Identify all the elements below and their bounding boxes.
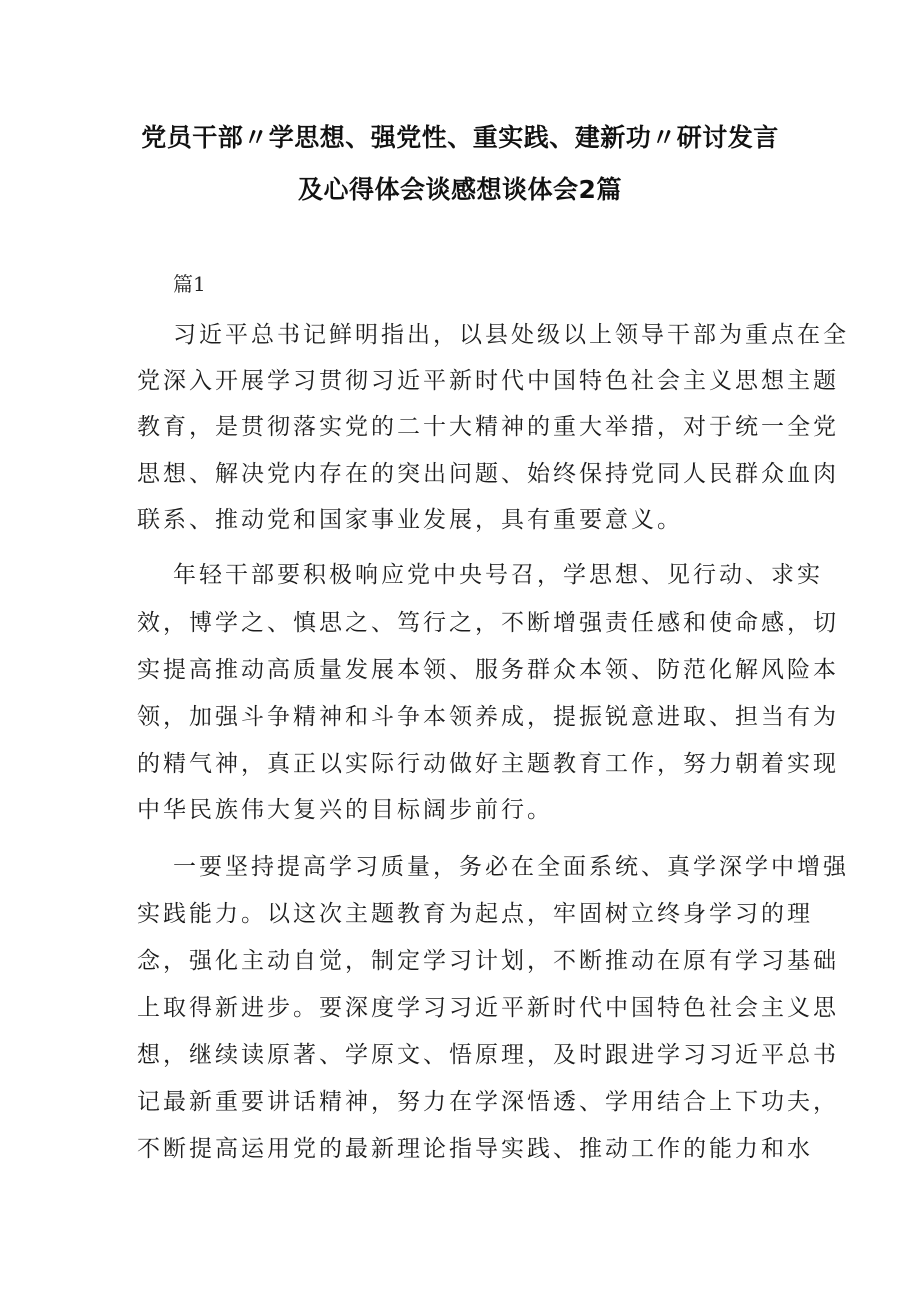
body-line: 党深入开展学习贯彻习近平新时代中国特色社会主义思想主题 [137, 368, 839, 394]
body-line: 想，继续读原著、学原文、悟原理，及时跟进学习习近平总书 [137, 1042, 839, 1068]
document-title-line-2: 及心得体会谈感想谈体会2篇 [298, 175, 622, 204]
body-line: 思想、解决党内存在的突出问题、始终保持党同人民群众血肉 [137, 461, 839, 487]
body-line: 实提高推动高质量发展本领、服务群众本领、防范化解风险本 [137, 657, 839, 683]
body-line: 领，加强斗争精神和斗争本领养成，提振锐意进取、担当有为 [137, 704, 839, 730]
section-label: 篇1 [173, 272, 206, 296]
body-line: 习近平总书记鲜明指出，以县处级以上领导干部为重点在全 [173, 322, 849, 348]
body-line: 实践能力。以这次主题教育为起点，牢固树立终身学习的理 [137, 901, 813, 927]
body-line: 一要坚持提高学习质量，务必在全面系统、真学深学中增强 [173, 854, 849, 880]
body-line: 联系、推动党和国家事业发展，具有重要意义。 [137, 507, 683, 533]
body-line: 效，博学之、慎思之、笃行之，不断增强责任感和使命感，切 [137, 610, 839, 636]
body-line: 念，强化主动自觉，制定学习计划，不断推动在原有学习基础 [137, 948, 839, 974]
body-line: 记最新重要讲话精神，努力在学深悟透、学用结合上下功夫， [137, 1089, 839, 1115]
body-line: 中华民族伟大复兴的目标阔步前行。 [137, 797, 553, 823]
body-line: 不断提高运用党的最新理论指导实践、推动工作的能力和水 [137, 1136, 813, 1162]
body-line: 年轻干部要积极响应党中央号召，学思想、见行动、求实 [173, 562, 823, 588]
body-line: 教育，是贯彻落实党的二十大精神的重大举措，对于统一全党 [137, 414, 839, 440]
body-line: 上取得新进步。要深度学习习近平新时代中国特色社会主义思 [137, 995, 839, 1021]
document-title-line-1: 党员干部〃学思想、强党性、重实践、建新功〃研讨发言 [141, 123, 779, 152]
body-line: 的精气神，真正以实际行动做好主题教育工作，努力朝着实现 [137, 751, 839, 777]
